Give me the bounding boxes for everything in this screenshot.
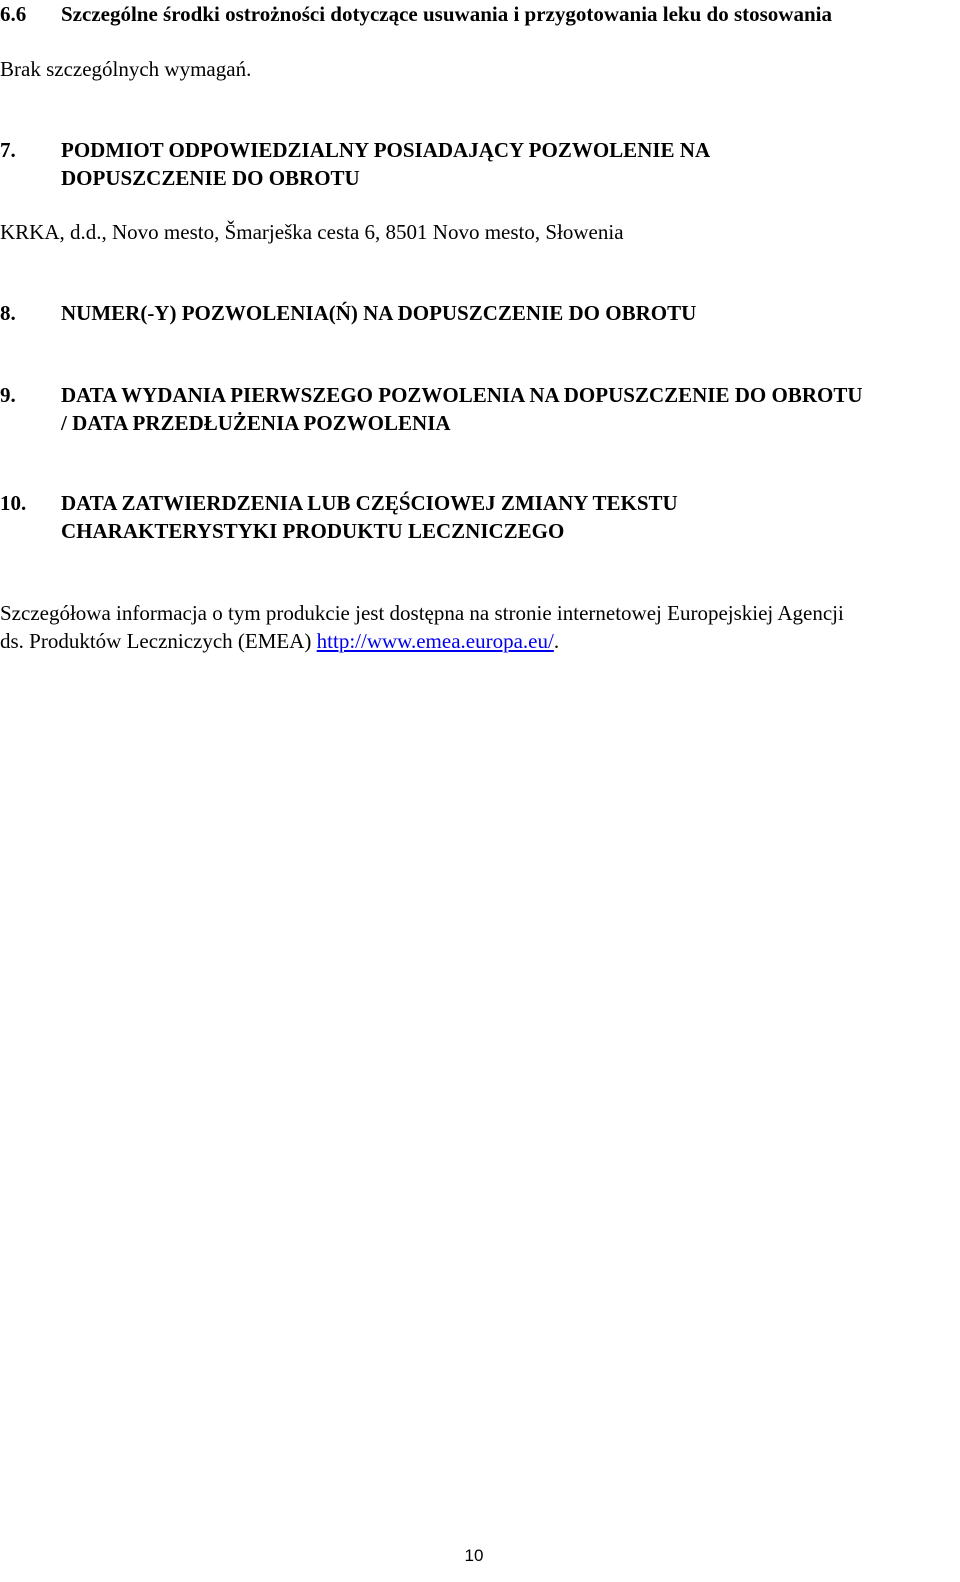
section-title: NUMER(-Y) POZWOLENIA(Ń) NA DOPUSZCZENIE DO OBROTU (61, 301, 697, 325)
info-paragraph (0, 599, 958, 655)
info-line2-suffix: . (553, 629, 560, 653)
section-title-line1: DATA WYDANIA PIERWSZEGO POZWOLENIA NA DOPUSZCZENIE DO OBROTU (61, 383, 863, 407)
section-9-heading (0, 381, 958, 437)
section-title-line2: DOPUSZCZENIE DO OBROTU (61, 166, 360, 190)
section-10-heading (0, 489, 958, 545)
section-number: 7. (0, 138, 16, 162)
section-7-body: KRKA, d.d., Novo mesto, Šmarješka cesta 6, 8501 Novo mesto, Słowenia (0, 220, 624, 244)
section-number: 9. (0, 383, 16, 407)
info-line1: Szczegółowa informacja o tym produkcie jest dostępna na stronie internetowej Europejskiej Agencji (0, 601, 844, 625)
section-7-heading (0, 136, 958, 192)
section-number: 8. (0, 301, 16, 325)
section-number: 10. (0, 491, 27, 515)
section-title-line2: CHARAKTERYSTYKI PRODUKTU LECZNICZEGO (61, 519, 565, 543)
section-title-line1: PODMIOT ODPOWIEDZIALNY POSIADAJĄCY POZWOLENIE NA (61, 138, 711, 162)
section-title: Szczególne środki ostrożności dotyczące usuwania i przygotowania leku do stosowania (61, 2, 832, 26)
emea-link[interactable]: http://www.emea.europa.eu/ (316, 629, 554, 653)
section-title-line1: DATA ZATWIERDZENIA LUB CZĘŚCIOWEJ ZMIANY TEKSTU (61, 491, 678, 515)
section-title-line2: / DATA PRZEDŁUŻENIA POZWOLENIA (61, 411, 451, 435)
section-number: 6.6 (0, 2, 27, 26)
page-number: 10 (464, 1546, 484, 1565)
section-6-6-body: Brak szczególnych wymagań. (0, 57, 252, 81)
info-line2-prefix: ds. Produktów Leczniczych (EMEA) (0, 629, 317, 653)
section-6-6-heading (0, 0, 958, 28)
section-8-heading (0, 299, 958, 327)
